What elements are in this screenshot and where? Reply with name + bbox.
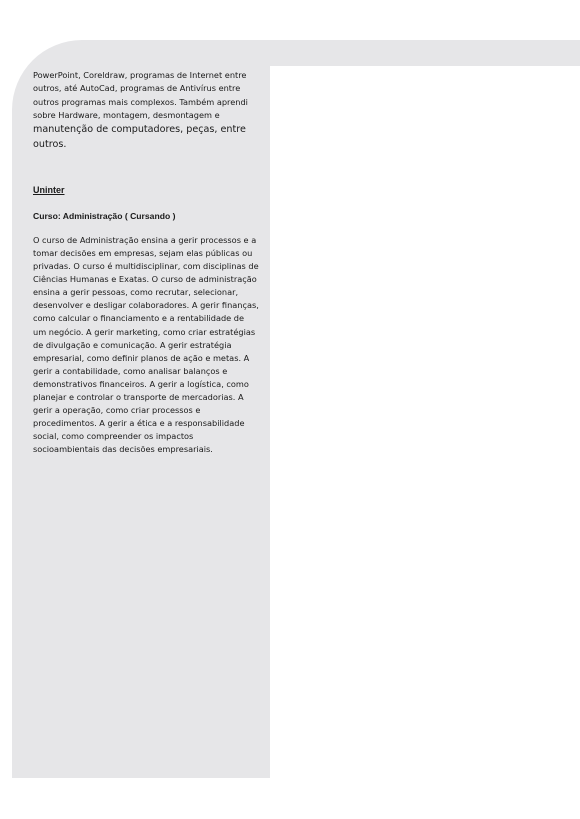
skills-paragraph: PowerPoint, Coreldraw, programas de Internet entre outros, até AutoCad, programas de Antivírus entre outros programas mais complexos. Também aprendi sobre Hardware, montagem, desmontagem e (33, 70, 248, 120)
course-title: Curso: Administração ( Cursando ) (33, 211, 176, 222)
course-description: O curso de Administração ensina a gerir processos e a tomar decisões em empresas, sejam elas públicas ou privadas. O curso é multidisciplinar, com disciplinas de Ciências Humanas e Exatas. O curso de administração ensina a gerir pessoas, como recrutar, selecionar, desenvolver e desligar colaboradores. A gerir finanças, como calcular o financiamento e a rentabilidade de um negócio. A gerir marketing, como criar estratégias de divulgação e comunicação. A gerir estratégia empresarial, como definir planos de ação e metas. A gerir a contabilidade, como analisar balanços e demonstrativos financeiros. A gerir a logística, como planejar e controlar o transporte de mercadorias. A gerir a operação, como criar processos e procedimentos. A gerir a ética e a responsabilidade social, como compreender os impactos socioambientais das decisões empresariais. (33, 235, 259, 454)
resume-content (33, 69, 269, 456)
institution-heading: Uninter (33, 185, 65, 196)
skills-paragraph-continuation: manutenção de computadores, peças, entre outros. (33, 124, 246, 151)
